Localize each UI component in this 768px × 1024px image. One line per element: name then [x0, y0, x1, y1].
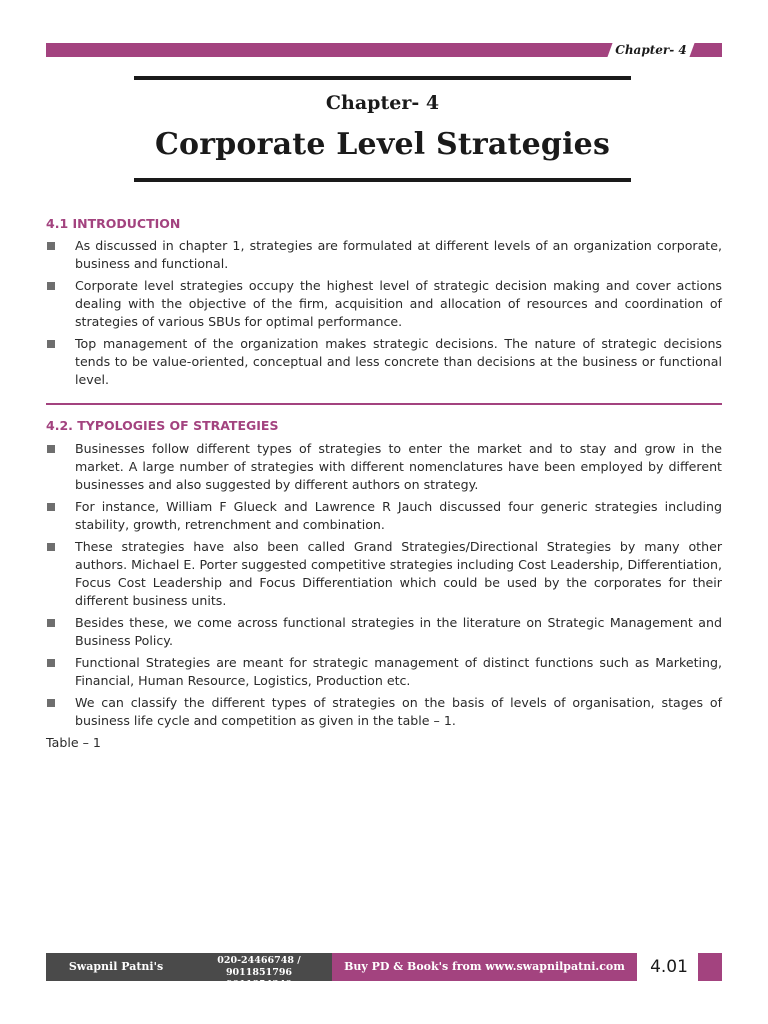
bullet-text: These strategies have also been called Grand Strategies/Directional Strategies by many other authors. Michael E. Porter suggested competitive strategies including Cost Leadership, Differentiation, Focus Cost Leadership and Focus Differentiation which could be used by the corporates for their different business units. — [75, 539, 722, 608]
square-bullet-icon — [47, 242, 55, 250]
list-item — [46, 614, 722, 650]
section-heading-typologies: 4.2. TYPOLOGIES OF STRATEGIES — [46, 418, 279, 433]
bullet-text: Functional Strategies are meant for strategic management of distinct functions such as Marketing, Financial, Human Resource, Logistics, Production etc. — [75, 655, 722, 688]
footer-buy-link[interactable]: Buy PD & Book's from www.swapnilpatni.com — [332, 953, 637, 981]
list-item — [46, 335, 722, 389]
list-item — [46, 654, 722, 690]
list-item — [46, 277, 722, 331]
footer-accent-block — [698, 953, 722, 981]
square-bullet-icon — [47, 699, 55, 707]
header-tab-label: Chapter- 4 — [615, 43, 687, 57]
typologies-bullet-list — [46, 440, 722, 730]
page-number: 4.01 — [650, 957, 688, 977]
bullet-text: We can classify the different types of strategies on the basis of levels of organisation, stages of business life cycle and competition as given in the table – 1. — [75, 695, 722, 728]
square-bullet-icon — [47, 445, 55, 453]
section-heading-introduction: 4.1 INTRODUCTION — [46, 216, 181, 231]
chapter-number: Chapter- 4 — [325, 92, 440, 114]
square-bullet-icon — [47, 543, 55, 551]
list-item — [46, 440, 722, 494]
chapter-title: Corporate Level Strategies — [154, 127, 611, 162]
footer-phone-line1: 020-24466748 / 9011851796 — [217, 955, 301, 978]
square-bullet-icon — [47, 659, 55, 667]
bullet-text: For instance, William F Glueck and Lawrence R Jauch discussed four generic strategies including stability, growth, retrenchment and combination. — [75, 499, 722, 532]
square-bullet-icon — [47, 340, 55, 348]
bullet-text: Corporate level strategies occupy the highest level of strategic decision making and cover actions dealing with the objective of the firm, acquisition and allocation of resources and coordination of strategies of various SBUs for optimal performance. — [75, 278, 722, 329]
introduction-bullet-list — [46, 237, 722, 389]
title-rule-bottom — [134, 178, 631, 182]
list-item — [46, 538, 722, 610]
table-caption: Table – 1 — [46, 735, 101, 750]
square-bullet-icon — [47, 503, 55, 511]
square-bullet-icon — [47, 619, 55, 627]
list-item — [46, 498, 722, 534]
footer-brand: Swapnil Patni's Classes — [46, 953, 186, 981]
bullet-text: Businesses follow different types of strategies to enter the market and to stay and grow in the market. A large number of strategies with different nomenclatures have been employed by different businesses and also suggested by different authors on strategy. — [75, 441, 722, 492]
footer-phone-line2: 9011854340 — [225, 979, 293, 990]
list-item — [46, 237, 722, 273]
title-rule-top — [134, 76, 631, 80]
footer-phone — [186, 953, 332, 990]
bullet-text: Besides these, we come across functional strategies in the literature on Strategic Management and Business Policy. — [75, 615, 722, 648]
square-bullet-icon — [47, 282, 55, 290]
bullet-text: As discussed in chapter 1, strategies are formulated at different levels of an organization corporate, business and functional. — [75, 238, 722, 271]
section-divider — [46, 403, 722, 405]
bullet-text: Top management of the organization makes strategic decisions. The nature of strategic decisions tends to be value-oriented, conceptual and less concrete than decisions at the business or functional level. — [75, 336, 722, 387]
list-item — [46, 694, 722, 730]
